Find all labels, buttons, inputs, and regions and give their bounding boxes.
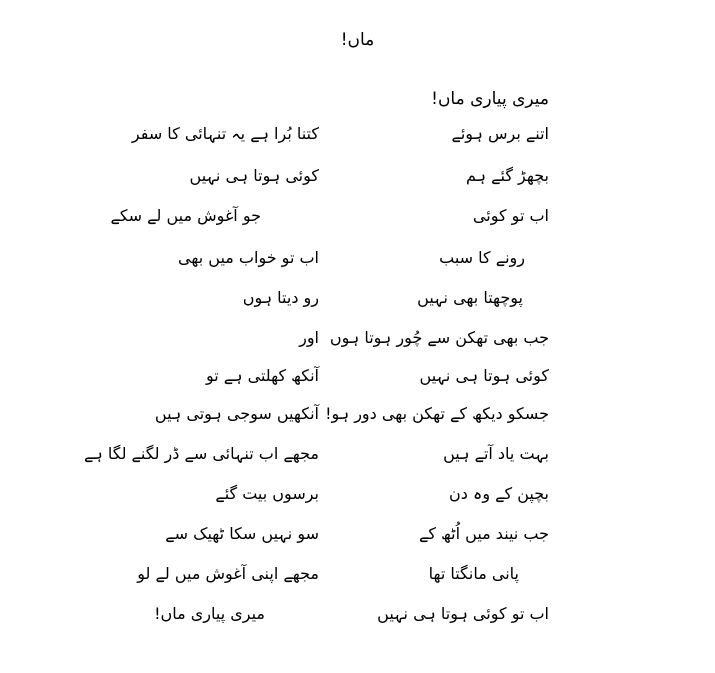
verse-row [0, 364, 715, 398]
verse-row [0, 246, 715, 280]
verse-right: جب نیند میں اُٹھ کے [418, 524, 549, 543]
verse-left: آنکھ کھلتی ہے تو [205, 366, 319, 385]
verse-right: جسکو دیکھ کے تھکن بھی دور ہو! [325, 404, 549, 423]
poem-title: ماں! [340, 30, 375, 50]
verse-row [0, 402, 715, 436]
verse-right: کوئی ہوتا ہی نہیں [419, 366, 549, 385]
verse-row [0, 602, 715, 636]
verse-left: مجھے اب تنہائی سے ڈر لگنے لگا ہے [84, 444, 319, 463]
verse-row [0, 286, 715, 320]
verse-left: مجھے اپنی آغوش میں لے لو [137, 564, 319, 583]
verse-right: پانی مانگتا تھا [428, 564, 519, 583]
verse-left: اب تو خواب میں بھی [178, 248, 319, 267]
verse-left: کوئی ہوتا ہی نہیں [189, 166, 319, 185]
verse-row [0, 442, 715, 476]
verse-row [0, 164, 715, 198]
verse-left: میری پیاری ماں! [154, 604, 265, 623]
verse-right: رونے کا سبب [439, 248, 525, 267]
verse-right: جب بھی تھکن سے چُور ہوتا ہوں [329, 328, 549, 347]
verse-left: رو دیتا ہوں [242, 288, 319, 307]
verse-row [0, 326, 715, 360]
verse-right: پوچھتا بھی نہیں [417, 288, 523, 307]
verse-left: اور [299, 328, 319, 347]
verse-right: اب تو کوئی ہوتا ہی نہیں [377, 604, 549, 623]
verse-right: بچپن کے وہ دن [448, 484, 549, 503]
verse-row [0, 122, 715, 156]
verse-right: اتنے برس ہوئے [451, 124, 549, 143]
verse-left: برسوں بیت گئے [215, 484, 319, 503]
verse-right: بچھڑ گئے ہم [466, 166, 549, 185]
verse-left: سو نہیں سکا ٹھیک سے [165, 524, 319, 543]
verse-row [0, 204, 715, 238]
verse-row [0, 482, 715, 516]
verse-row [0, 562, 715, 596]
verse-right: اب تو کوئی [472, 206, 549, 225]
verse-row [0, 522, 715, 556]
verse-left: آنکھیں سوجی ہوتی ہیں [154, 404, 319, 423]
verse-right: بہت یاد آتے ہیں [443, 444, 549, 463]
verse-left: کتنا بُرا ہے یہ تنہائی کا سفر [131, 124, 319, 143]
opening-line: میری پیاری ماں! [431, 89, 549, 109]
verse-left: جو آغوش میں لے سکے [110, 206, 261, 225]
